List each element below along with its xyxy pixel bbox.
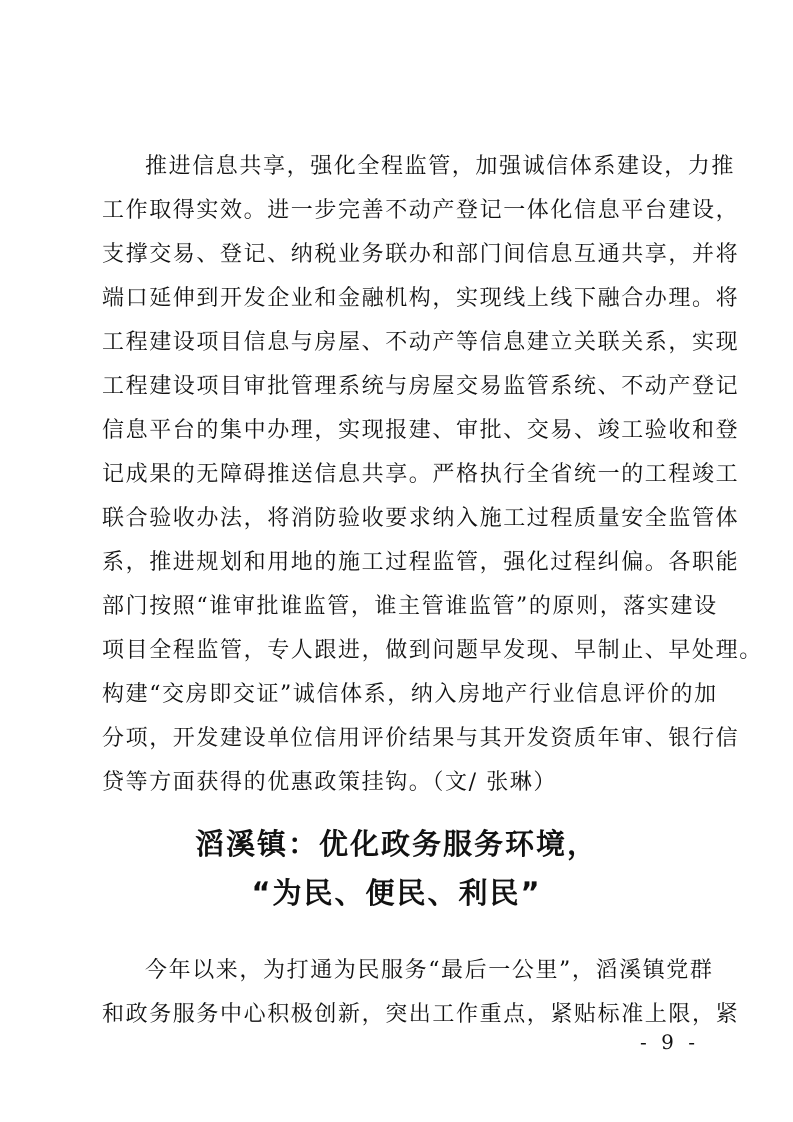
paragraph-line: 推进信息共享，强化全程监管，加强诚信体系建设，力推: [145, 154, 736, 179]
paragraph-line: 今年以来，为打通为民服务“最后一公里”，滔溪镇党群: [145, 958, 714, 983]
paragraph-line: 工程建设项目审批管理系统与房屋交易监管系统、不动产登记: [102, 374, 740, 399]
paragraph-line: 记成果的无障碍推送信息共享。严格执行全省统一的工程竣工: [102, 462, 740, 487]
paragraph-line: 构建“交房即交证”诚信体系，纳入房地产行业信息评价的加: [102, 682, 718, 707]
paragraph-line: 和政务服务中心积极创新，突出工作重点，紧贴标准上限，紧: [102, 1002, 740, 1027]
paragraph-line: 工作取得实效。进一步完善不动产登记一体化信息平台建设，: [102, 198, 740, 223]
paragraph-line: 信息平台的集中办理，实现报建、审批、交易、竣工验收和登: [102, 418, 740, 443]
paragraph-line: 支撑交易、登记、纳税业务联办和部门间信息互通共享，并将: [102, 242, 740, 267]
paragraph-line: 贷等方面获得的优惠政策挂钩。（文/ 张琳）: [102, 770, 558, 795]
paragraph-line: 工程建设项目信息与房屋、不动产等信息建立关联关系，实现: [102, 330, 740, 355]
paragraph-line: 联合验收办法，将消防验收要求纳入施工过程质量安全监管体: [102, 506, 740, 531]
paragraph-line: 端口延伸到开发企业和金融机构，实现线上线下融合办理。将: [102, 286, 740, 311]
paragraph-line: 项目全程监管，专人跟进，做到问题早发现、早制止、早处理。: [102, 638, 763, 663]
page-number: - 9 -: [640, 1030, 699, 1054]
paragraph-line: 系，推进规划和用地的施工过程监管，强化过程纠偏。各职能: [102, 550, 740, 575]
article-title-line-1: 滔溪镇：优化政务服务环境，: [194, 827, 598, 861]
paragraph-line: 分项，开发建设单位信用评价结果与其开发资质年审、银行信: [102, 726, 740, 751]
article-title-line-2: “为民、便民、利民”: [251, 876, 542, 910]
paragraph-line: 部门按照“谁审批谁监管，谁主管谁监管”的原则，落实建设: [102, 594, 718, 619]
